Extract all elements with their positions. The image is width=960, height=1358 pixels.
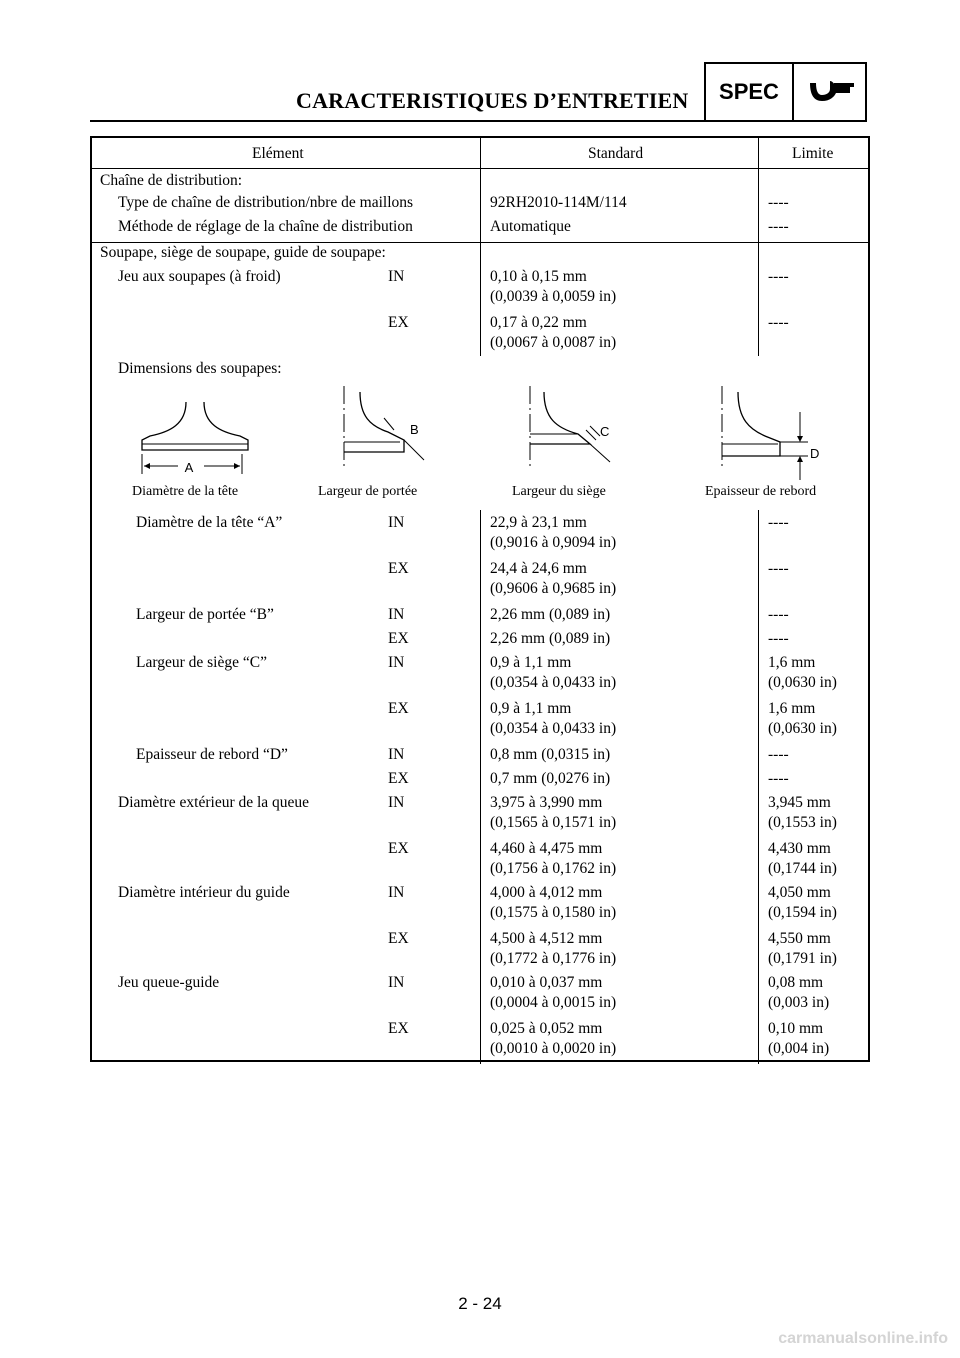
row-std: 24,4 à 24,6 mm — [490, 560, 587, 577]
spec-icon-cell — [794, 64, 865, 120]
wrench-icon — [804, 77, 856, 107]
row-limit: ---- — [768, 770, 789, 787]
row-limit: ---- — [768, 314, 789, 331]
diagram-caption: Largeur de portée — [318, 484, 418, 499]
chain-type-limit: ---- — [768, 194, 789, 211]
row-sub: IN — [388, 884, 405, 901]
col-divider — [480, 168, 481, 242]
diagram-face-width — [330, 382, 440, 482]
row-std-in: (0,0067 à 0,0087 in) — [490, 334, 617, 351]
diagram-caption: Diamètre de la tête — [132, 484, 239, 499]
row-std: 0,010 à 0,037 mm — [490, 974, 603, 991]
row-limit: ---- — [768, 630, 789, 647]
header-rule — [90, 120, 704, 122]
row-std: 0,9 à 1,1 mm — [490, 654, 572, 671]
row-limit-in: (0,1553 in) — [768, 814, 837, 831]
row-sub: IN — [388, 974, 405, 991]
row-label: Epaisseur de rebord “D” — [136, 746, 288, 763]
col-standard: Standard — [588, 145, 644, 162]
row-std: 0,9 à 1,1 mm — [490, 700, 572, 717]
row-label: Jeu aux soupapes (à froid) — [118, 268, 281, 285]
row-sub: EX — [388, 1020, 409, 1037]
row-sub: EX — [388, 840, 409, 857]
row-sub: IN — [388, 514, 405, 531]
row-std-in: (0,1772 à 0,1776 in) — [490, 950, 617, 967]
diagram-head-diameter — [130, 382, 260, 482]
row-std-in: (0,0004 à 0,0015 in) — [490, 994, 617, 1011]
diagram-letter-a: A — [184, 460, 194, 475]
row-limit-in: (0,004 in) — [768, 1040, 830, 1057]
row-std-in: (0,1565 à 0,1571 in) — [490, 814, 617, 831]
row-label: Jeu queue-guide — [118, 974, 220, 991]
col-divider — [480, 510, 481, 1064]
row-std: 4,460 à 4,475 mm — [490, 840, 603, 857]
row-limit: 4,050 mm — [768, 884, 831, 901]
row-sub: EX — [388, 314, 409, 331]
row-limit: ---- — [768, 606, 789, 623]
row-limit: 4,550 mm — [768, 930, 831, 947]
row-std-in: (0,0039 à 0,0059 in) — [490, 288, 617, 305]
row-label: Diamètre de la tête “A” — [136, 514, 283, 531]
row-std: 0,8 mm (0,0315 in) — [490, 746, 611, 763]
diagram-letter-d: D — [810, 446, 820, 461]
row-limit-in: (0,1594 in) — [768, 904, 837, 921]
section-valve: Soupape, siège de soupape, guide de soupape: — [100, 244, 386, 261]
chain-adjust-limit: ---- — [768, 218, 789, 235]
row-limit-in: (0,003 in) — [768, 994, 830, 1011]
row-limit: 0,10 mm — [768, 1020, 824, 1037]
section-chain: Chaîne de distribution: — [100, 172, 243, 189]
row-std-in: (0,0354 à 0,0433 in) — [490, 720, 617, 737]
col-divider — [758, 510, 759, 1064]
row-sub: IN — [388, 268, 405, 285]
row-std-in: (0,0010 à 0,0020 in) — [490, 1040, 617, 1057]
row-std: 0,025 à 0,052 mm — [490, 1020, 603, 1037]
chain-type-label: Type de chaîne de distribution/nbre de maillons — [118, 194, 414, 211]
row-limit-in: (0,1791 in) — [768, 950, 837, 967]
row-label: Largeur de siège “C” — [136, 654, 267, 671]
spec-label: SPEC — [706, 64, 794, 120]
page-title: CARACTERISTIQUES D’ENTRETIEN — [296, 88, 689, 113]
watermark: carmanualsonline.info — [778, 1330, 948, 1347]
row-sub: EX — [388, 770, 409, 787]
diagram-caption: Epaisseur de rebord — [705, 484, 817, 499]
row-sub: EX — [388, 930, 409, 947]
row-std: 4,500 à 4,512 mm — [490, 930, 603, 947]
row-limit: 0,08 mm — [768, 974, 824, 991]
row-std-in: (0,9606 à 0,9685 in) — [490, 580, 617, 597]
row-sub: IN — [388, 746, 405, 763]
row-label: Diamètre extérieur de la queue — [118, 794, 310, 811]
row-std: 4,000 à 4,012 mm — [490, 884, 603, 901]
diagram-seat-width — [518, 382, 628, 482]
row-limit: ---- — [768, 268, 789, 285]
col-divider — [758, 168, 759, 242]
row-std-in: (0,1756 à 0,1762 in) — [490, 860, 617, 877]
row-std-in: (0,9016 à 0,9094 in) — [490, 534, 617, 551]
row-limit: 4,430 mm — [768, 840, 831, 857]
row-std: 3,975 à 3,990 mm — [490, 794, 603, 811]
row-label: Diamètre intérieur du guide — [118, 884, 290, 901]
page-number: 2 - 24 — [458, 1294, 502, 1313]
row-sub: EX — [388, 560, 409, 577]
row-limit: ---- — [768, 514, 789, 531]
row-sub: IN — [388, 794, 405, 811]
chain-adjust-std: Automatique — [490, 218, 571, 235]
row-limit-in: (0,0630 in) — [768, 720, 837, 737]
col-divider — [480, 242, 481, 356]
row-limit: 1,6 mm — [768, 700, 816, 717]
row-std-in: (0,1575 à 0,1580 in) — [490, 904, 617, 921]
diagram-letter-c: C — [600, 424, 610, 439]
row-sub: IN — [388, 654, 405, 671]
row-limit: ---- — [768, 746, 789, 763]
row-std-in: (0,0354 à 0,0433 in) — [490, 674, 617, 691]
diagram-letter-b: B — [410, 422, 419, 437]
row-std: 2,26 mm (0,089 in) — [490, 606, 611, 623]
col-element: Elément — [252, 145, 304, 162]
row-std: 2,26 mm (0,089 in) — [490, 630, 611, 647]
row-std: 0,17 à 0,22 mm — [490, 314, 587, 331]
row-limit-in: (0,0630 in) — [768, 674, 837, 691]
row-std: 0,7 mm (0,0276 in) — [490, 770, 611, 787]
row-label: Largeur de portée “B” — [136, 606, 274, 623]
col-limite: Limite — [792, 145, 834, 162]
col-divider — [480, 138, 481, 168]
row-limit: 1,6 mm — [768, 654, 816, 671]
chain-type-std: 92RH2010-114M/114 — [490, 194, 627, 211]
section-dimensions: Dimensions des soupapes: — [118, 360, 282, 377]
chain-adjust-label: Méthode de réglage de la chaîne de distribution — [118, 218, 413, 235]
row-std: 0,10 à 0,15 mm — [490, 268, 587, 285]
row-sub: EX — [388, 700, 409, 717]
row-limit-in: (0,1744 in) — [768, 860, 837, 877]
row-sub: EX — [388, 630, 409, 647]
row-sub: IN — [388, 606, 405, 623]
diagram-margin-thickness — [708, 382, 828, 482]
col-divider — [758, 138, 759, 168]
spec-badge — [704, 62, 867, 122]
row-limit: 3,945 mm — [768, 794, 831, 811]
col-divider — [758, 242, 759, 356]
diagram-caption: Largeur du siège — [512, 484, 606, 499]
row-limit: ---- — [768, 560, 789, 577]
row-std: 22,9 à 23,1 mm — [490, 514, 587, 531]
